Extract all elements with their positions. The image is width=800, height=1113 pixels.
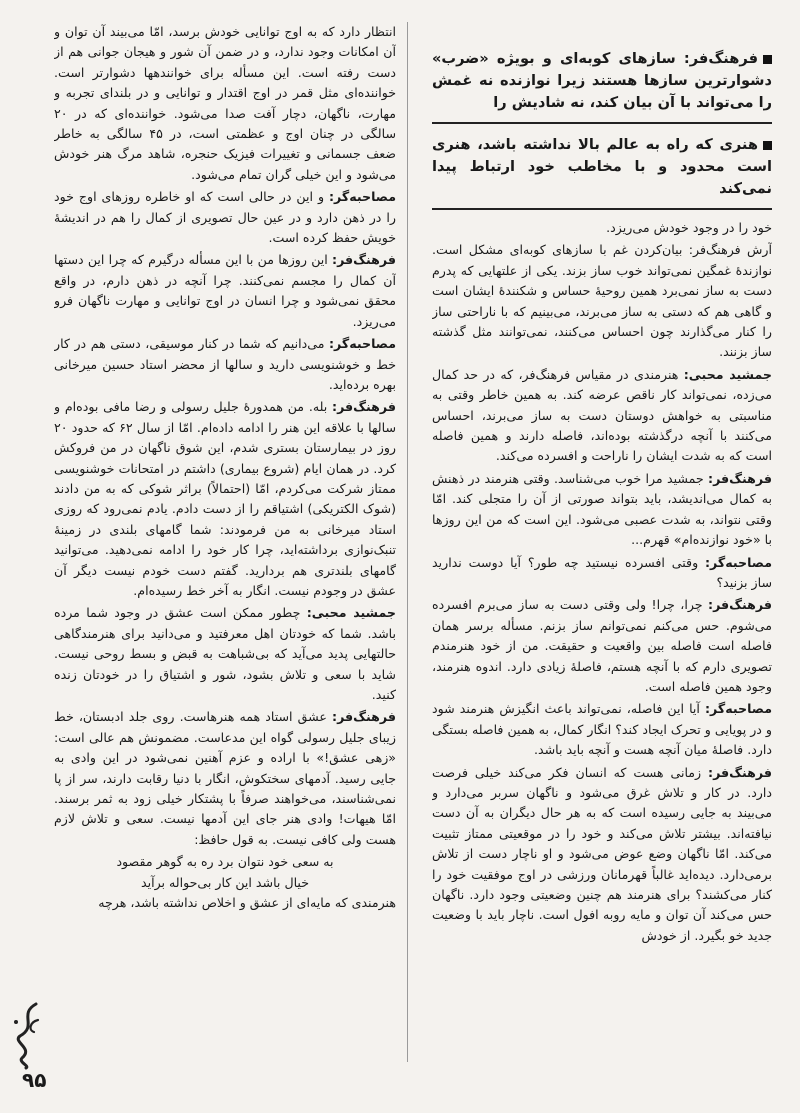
pullquote-2: هنری که راه به عالم بالا نداشته باشد، هنری است محدود و با مخاطب خود ارتباط پیدا نمی‌کند [432, 132, 772, 210]
paragraph-text: بله. من همدورهٔ جلیل رسولی و رضا مافی بوده‌ام و سالها با علاقه این هنر را ادامه داده‌ام. امّا از سال ۶۲ که حدود ۲۰ روز در بیمارستان بستری شدم، این شوق ناگهان در من فروکش کرد. در همان ایام (شروع بیماری) داشتم در امتحانات خوشنویسی ممتاز شرکت می‌کردم، امّا (احتمالاً) براثر شوکی که به من دادند (شوک الکتریکی) اشتیاقم را از دست دادم. یادم نمی‌رود که روزی استاد میرخانی به من فرمودند: شما گامهای بلندی در زمینهٔ تنبک‌نوازی برداشته‌اید، چرا کار خود را ادامه نمی‌دهید. می‌توانید گامهای بلندتری هم بردارید. گفتم دست خودم نیست دیگر آن عشق در وجودم نیست. انگار به آخر خط رسیده‌ام. [54, 399, 396, 598]
paragraph-text: عشق استاد همه هنرهاست. روی جلد ادبستان، خط زیبای جلیل رسولی گواه این مدعاست. مضمونش هم عالی است: «زهی عشق!» با اراده و عزم آهنین نمی‌شود در این وادی به جایی رسید. آدمهای سختکوش، انگار با دنیا رقابت دارند، سر از پا نمی‌شناسند، می‌خواهند صرفاً با پشتکار خیلی زود به ثمر برسند. امّا هیهات! وادی هنر جای این آدمها نیست. سعی و تلاش لازم هست ولی کافی نیست. به قول حافظ: [54, 709, 396, 847]
paragraph-text: انتظار دارد که به اوج توانایی خودش برسد، امّا می‌بیند آن توان و آن امکانات وجود ندارد، و در ضمن آن شور و هیجان جوانی هم از دست رفته است. این مسأله برای خوانندهها دشوارتر است. خواننده‌ای مثل قمر در اوج اقتدار و توانایی و در بلندای تجربه و مهارت، ناگهان، دچار آفت صدا می‌شود. خواننده‌ای که در ۲۰ سالگی در چنان اوج و عظمتی است، در ۴۵ سالگی به خاطر ضعف جسمانی و تغییرات فیزیک حنجره، شاهد مرگ هنر خودش می‌شود و این خیلی گران تمام می‌شود. [54, 24, 396, 182]
paragraph [432, 595, 772, 697]
poem-line-1: به سعی خود نتوان برد ره به گوهر مقصود [116, 854, 334, 870]
paragraph-text: و این در حالی است که او خاطره روزهای اوج خود را در ذهن دارد و در عین حال تصویری از کمال را هم در اندیشهٔ خویش حفظ کرده است. [54, 189, 396, 246]
paragraph [54, 22, 396, 185]
speaker-label: جمشید محبی: [683, 366, 772, 382]
speaker-label: فرهنگ‌فر: [708, 597, 772, 613]
speaker-label: فرهنگ‌فر: [332, 709, 396, 725]
speaker-label: فرهنگ‌فر: [332, 252, 396, 268]
paragraph-text: خود را در وجود خودش می‌ریزد. [606, 220, 772, 235]
paragraph [432, 553, 772, 594]
right-column [432, 46, 772, 1091]
speaker-label: مصاحبه‌گر: [329, 336, 396, 352]
bullet-square-icon [763, 141, 772, 150]
paragraph [54, 250, 396, 332]
paragraph-text: می‌دانیم که شما در کنار موسیقی، دستی هم در کار خط و خوشنویسی دارید و سالها از محضر استاد حسین میرخانی بهره برده‌اید. [54, 336, 396, 392]
speaker-label: مصاحبه‌گر: [705, 701, 772, 717]
speaker-label: مصاحبه‌گر: [705, 554, 772, 570]
paragraph [432, 365, 772, 467]
paragraph [54, 397, 396, 601]
kerman-logo-icon [8, 1000, 44, 1070]
speaker-label: مصاحبه‌گر: [329, 189, 396, 205]
poem-line-2: خیال باشد این کار بی‌حواله برآید [140, 874, 310, 890]
paragraph-text: آیا این فاصله، نمی‌تواند باعث انگیزش هنرمند شود و در پویایی و تحرک ایجاد کند؟ انگار کمال، به همین فاصله بستگی دارد. فاصلهٔ میان آنچه هست و آنچه باید باشد. [432, 701, 772, 758]
paragraph-text: این روزها من با این مسأله درگیرم که چرا این دستها آن کمال را مجسم نمی‌کنند. چرا آنچه در ذهن دارم، در واقع محقق نمی‌شود و چرا انسان در اوج توانایی و مهارت ناگهان فرو می‌ریزد. [54, 252, 396, 329]
left-tail-paragraph: هنرمندی که مایه‌ای از عشق و اخلاص نداشته باشد، هرچه [98, 895, 396, 911]
right-column-body [432, 218, 772, 946]
paragraph-text: جمشید مرا خوب می‌شناسد. وقتی هنرمند در ذهنش به کمال می‌اندیشد، باید بتواند صورتی از آن را متجلی کند. امّا وقتی نتواند، به شدت عصبی می‌شود. این است که من این روزها با «خود نوازنده‌ام» قهرم... [432, 470, 772, 548]
speaker-label: جمشید محبی: [306, 605, 396, 621]
paragraph-text: چرا، چرا! ولی وقتی دست به ساز می‌برم افسرده می‌شوم. حس می‌کنم نمی‌توانم ساز بزنم. مسأله برسر همان فاصله است فاصله بین واقعیت و حقیقت. من از خود هنرمندم تصویری دارم که با آنچه هستم، فاصلهٔ زیادی دارد. اندوه هنرمند، وجود همین فاصله است. [432, 597, 772, 694]
column-divider [407, 22, 408, 1062]
poem [54, 852, 396, 893]
page-number: ۹۵ [22, 1068, 47, 1092]
pullquote-1: فرهنگ‌فر: سازهای کوبه‌ای و بویژه «ضرب» دشوارترین سازها هستند زیرا نوازنده نه غمش را می‌تواند با آن بیان کند، نه شادیش را [432, 46, 772, 124]
paragraph [432, 763, 772, 947]
paragraph [432, 240, 772, 362]
paragraph [54, 603, 396, 705]
left-column [54, 22, 396, 1062]
bullet-square-icon [763, 55, 772, 64]
paragraph [432, 469, 772, 551]
speaker-label: فرهنگ‌فر: [708, 764, 772, 780]
speaker-label: فرهنگ‌فر: [332, 399, 396, 415]
paragraph [54, 707, 396, 850]
paragraph-text: آرش فرهنگ‌فر: بیان‌کردن غم با سازهای کوبه‌ای مشکل است. نوازندهٔ غمگین نمی‌تواند خوب ساز بزند. یکی از علتهایی که پدرم دست به ساز نمی‌برد همین روحیهٔ حساس و شکنندهٔ ایشان است و گاهی هم که دستی به ساز می‌برند، می‌بینیم که با ناراحتی ساز را کنار می‌گذارند چون احساس می‌کنند، نمی‌توانند مثل گذشته ساز بزنند. [432, 242, 772, 360]
paragraph-text: زمانی هست که انسان فکر می‌کند خیلی فرصت دارد. در کار و تلاش غرق می‌شود و ناگهان سربر می‌دارد و می‌بیند به جایی رسیده است که به هر حال دیگران به آن دست نیافته‌اند. بیشتر تلاش می‌کند و خود را در موقعیتی ممتاز تثبیت می‌کند. امّا ناگهان وضع عوض می‌شود و او ناچار دست از تلاش برمی‌دارد. دیده‌اید غالباً قهرمانان ورزشی در اوج موفقیت خود را کنار می‌کشند؟ برای هنرمند هم چنین وضعیتی وجود دارد. ناگهان حس می‌کند آن توان و مایه روبه افول است. ناچار باید با وضعیت جدید خو بگیرد. از خودش [432, 764, 772, 943]
speaker-label: فرهنگ‌فر: [708, 470, 772, 486]
paragraph [432, 218, 772, 238]
paragraph-text: چطور ممکن است عشق در وجود شما مرده باشد. شما که خودتان اهل معرفتید و می‌دانید برای هنرمندگاهی حالتهایی پدید می‌آید که بی‌شباهت به قبض و بسط روحی نیست. شاید با سعی و تلاش بشود، شور و اشتیاق را در خودتان زنده کنید. [54, 605, 396, 702]
left-column-body [54, 22, 396, 850]
paragraph [54, 187, 396, 248]
paragraph [432, 699, 772, 760]
paragraph-text: وقتی افسرده نیستید چه طور؟ آیا دوست ندارید ساز بزنید؟ [432, 554, 772, 590]
paragraph [54, 334, 396, 395]
paragraph-text: هنرمندی در مقیاس فرهنگ‌فر، که در حد کمال می‌زده، نمی‌تواند کار ناقص عرضه کند. به همین خاطر وقتی به مناسبتی به خواهش دوستان دست به ساز می‌برند، احساس می‌کنند با آنچه درگذشته بوده‌اند، فاصله دارند و همین فاصله است که به شدت ایشان را ناراحت و افسرده می‌کند. [432, 366, 772, 464]
